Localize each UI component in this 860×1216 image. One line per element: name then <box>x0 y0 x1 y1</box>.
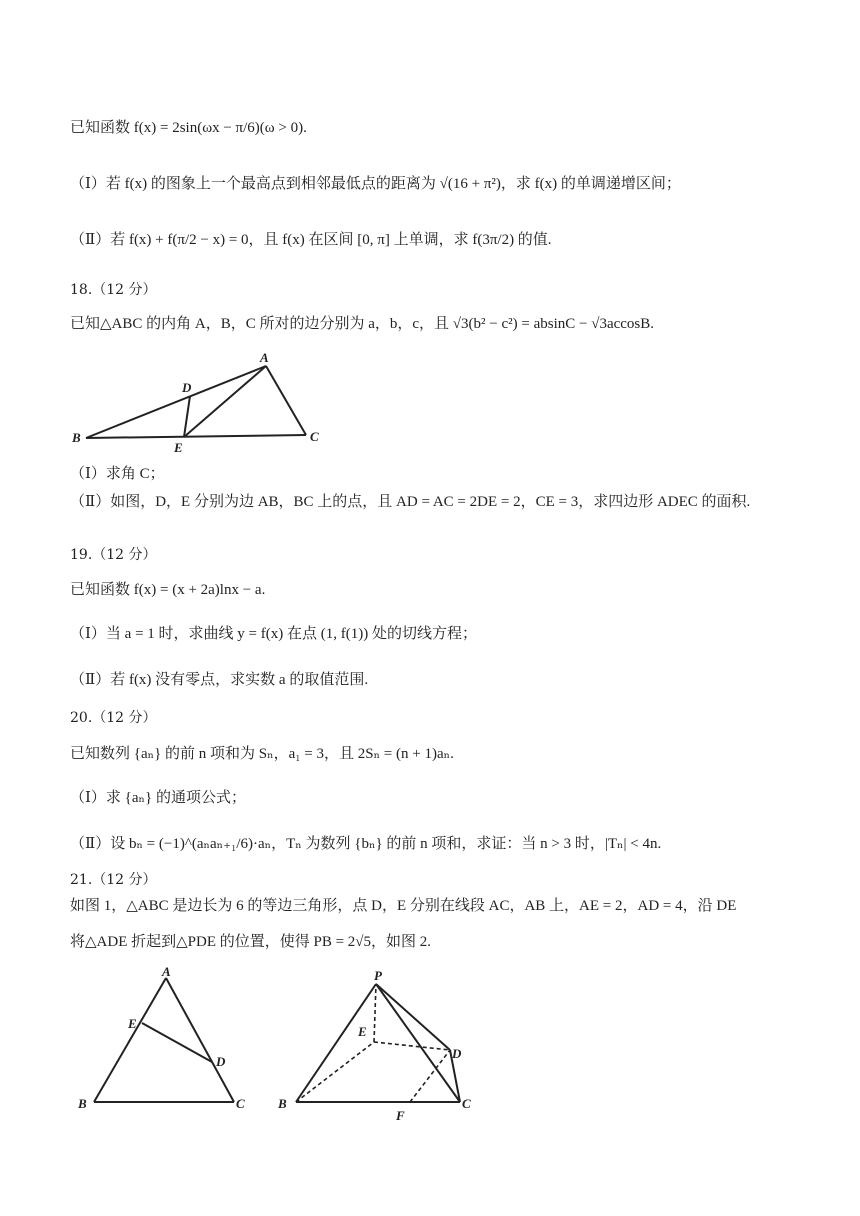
figure-21-2-pyramid <box>270 966 480 1126</box>
problem-19-header: 19.（12 分） <box>70 547 157 563</box>
fig21-2-label-f: F <box>396 1108 405 1123</box>
fig21-2-label-d: D <box>452 1046 462 1061</box>
fig21-1-label-c: C <box>236 1096 245 1111</box>
problem-18-header: 18.（12 分） <box>70 282 157 298</box>
problem-20-stem: 已知数列 {aₙ} 的前 n 项和为 Sₙ，a₁ = 3，且 2Sₙ = (n + 1)aₙ. <box>70 746 454 762</box>
problem-20-part-2: （Ⅱ）设 bₙ = (−1)^(aₙaₙ₊₁/6)·aₙ，Tₙ 为数列 {bₙ} 的前 n 项和，求证：当 n > 3 时，|Tₙ| < 4n. <box>70 836 662 852</box>
fig21-1-label-a: A <box>162 966 171 979</box>
problem-20-header: 20.（12 分） <box>70 710 157 726</box>
figure-18-quadrilateral <box>70 348 340 458</box>
problem-19-stem: 已知函数 f(x) = (x + 2a)lnx − a. <box>70 582 266 598</box>
fig18-label-e: E <box>174 440 183 455</box>
problem-21-stem-1: 如图 1，△ABC 是边长为 6 的等边三角形，点 D，E 分别在线段 AC，AB 上，AE = 2，AD = 4，沿 DE <box>70 898 737 914</box>
problem-18-stem: 已知△ABC 的内角 A，B，C 所对的边分别为 a，b，c，且 √3(b² − c²) = absinC − √3accosB. <box>70 316 655 332</box>
problem-18-part-2: （Ⅱ）如图，D，E 分别为边 AB，BC 上的点，且 AD = AC = 2DE = 2，CE = 3，求四边形 ADEC 的面积. <box>70 494 751 510</box>
fig18-label-c: C <box>310 429 319 444</box>
fig21-2-label-e: E <box>358 1024 367 1039</box>
fig21-1-label-b: B <box>78 1096 87 1111</box>
fig18-label-d: D <box>182 380 192 395</box>
problem-17-part-2: （Ⅱ）若 f(x) + f(π/2 − x) = 0，且 f(x) 在区间 [0, π] 上单调，求 f(3π/2) 的值. <box>70 232 552 248</box>
problem-20-part-1: （Ⅰ）求 {aₙ} 的通项公式； <box>70 790 246 806</box>
problem-18-part-1: （Ⅰ）求角 C； <box>70 466 165 482</box>
fig18-label-a: A <box>260 350 269 365</box>
problem-17-part-1: （Ⅰ）若 f(x) 的图象上一个最高点到相邻最低点的距离为 √(16 + π²)，求 f(x) 的单调递增区间； <box>70 176 681 192</box>
problem-21-stem-2: 将△ADE 折起到△PDE 的位置，使得 PB = 2√5，如图 2. <box>70 934 432 950</box>
fig21-1-label-e: E <box>128 1016 137 1031</box>
figure-21-1-triangle <box>70 966 260 1126</box>
problem-19-part-1: （Ⅰ）当 a = 1 时，求曲线 y = f(x) 在点 (1, f(1)) 处的切线方程； <box>70 626 477 642</box>
fig21-1-label-d: D <box>216 1054 226 1069</box>
fig18-label-b: B <box>72 430 81 445</box>
problem-21-header: 21.（12 分） <box>70 872 157 888</box>
fig21-2-label-p: P <box>374 968 382 983</box>
fig21-2-label-c: C <box>462 1096 471 1111</box>
problem-17-stem: 已知函数 f(x) = 2sin(ωx − π/6)(ω > 0). <box>70 120 307 136</box>
problem-19-part-2: （Ⅱ）若 f(x) 没有零点，求实数 a 的取值范围. <box>70 672 369 688</box>
fig21-2-label-b: B <box>278 1096 287 1111</box>
